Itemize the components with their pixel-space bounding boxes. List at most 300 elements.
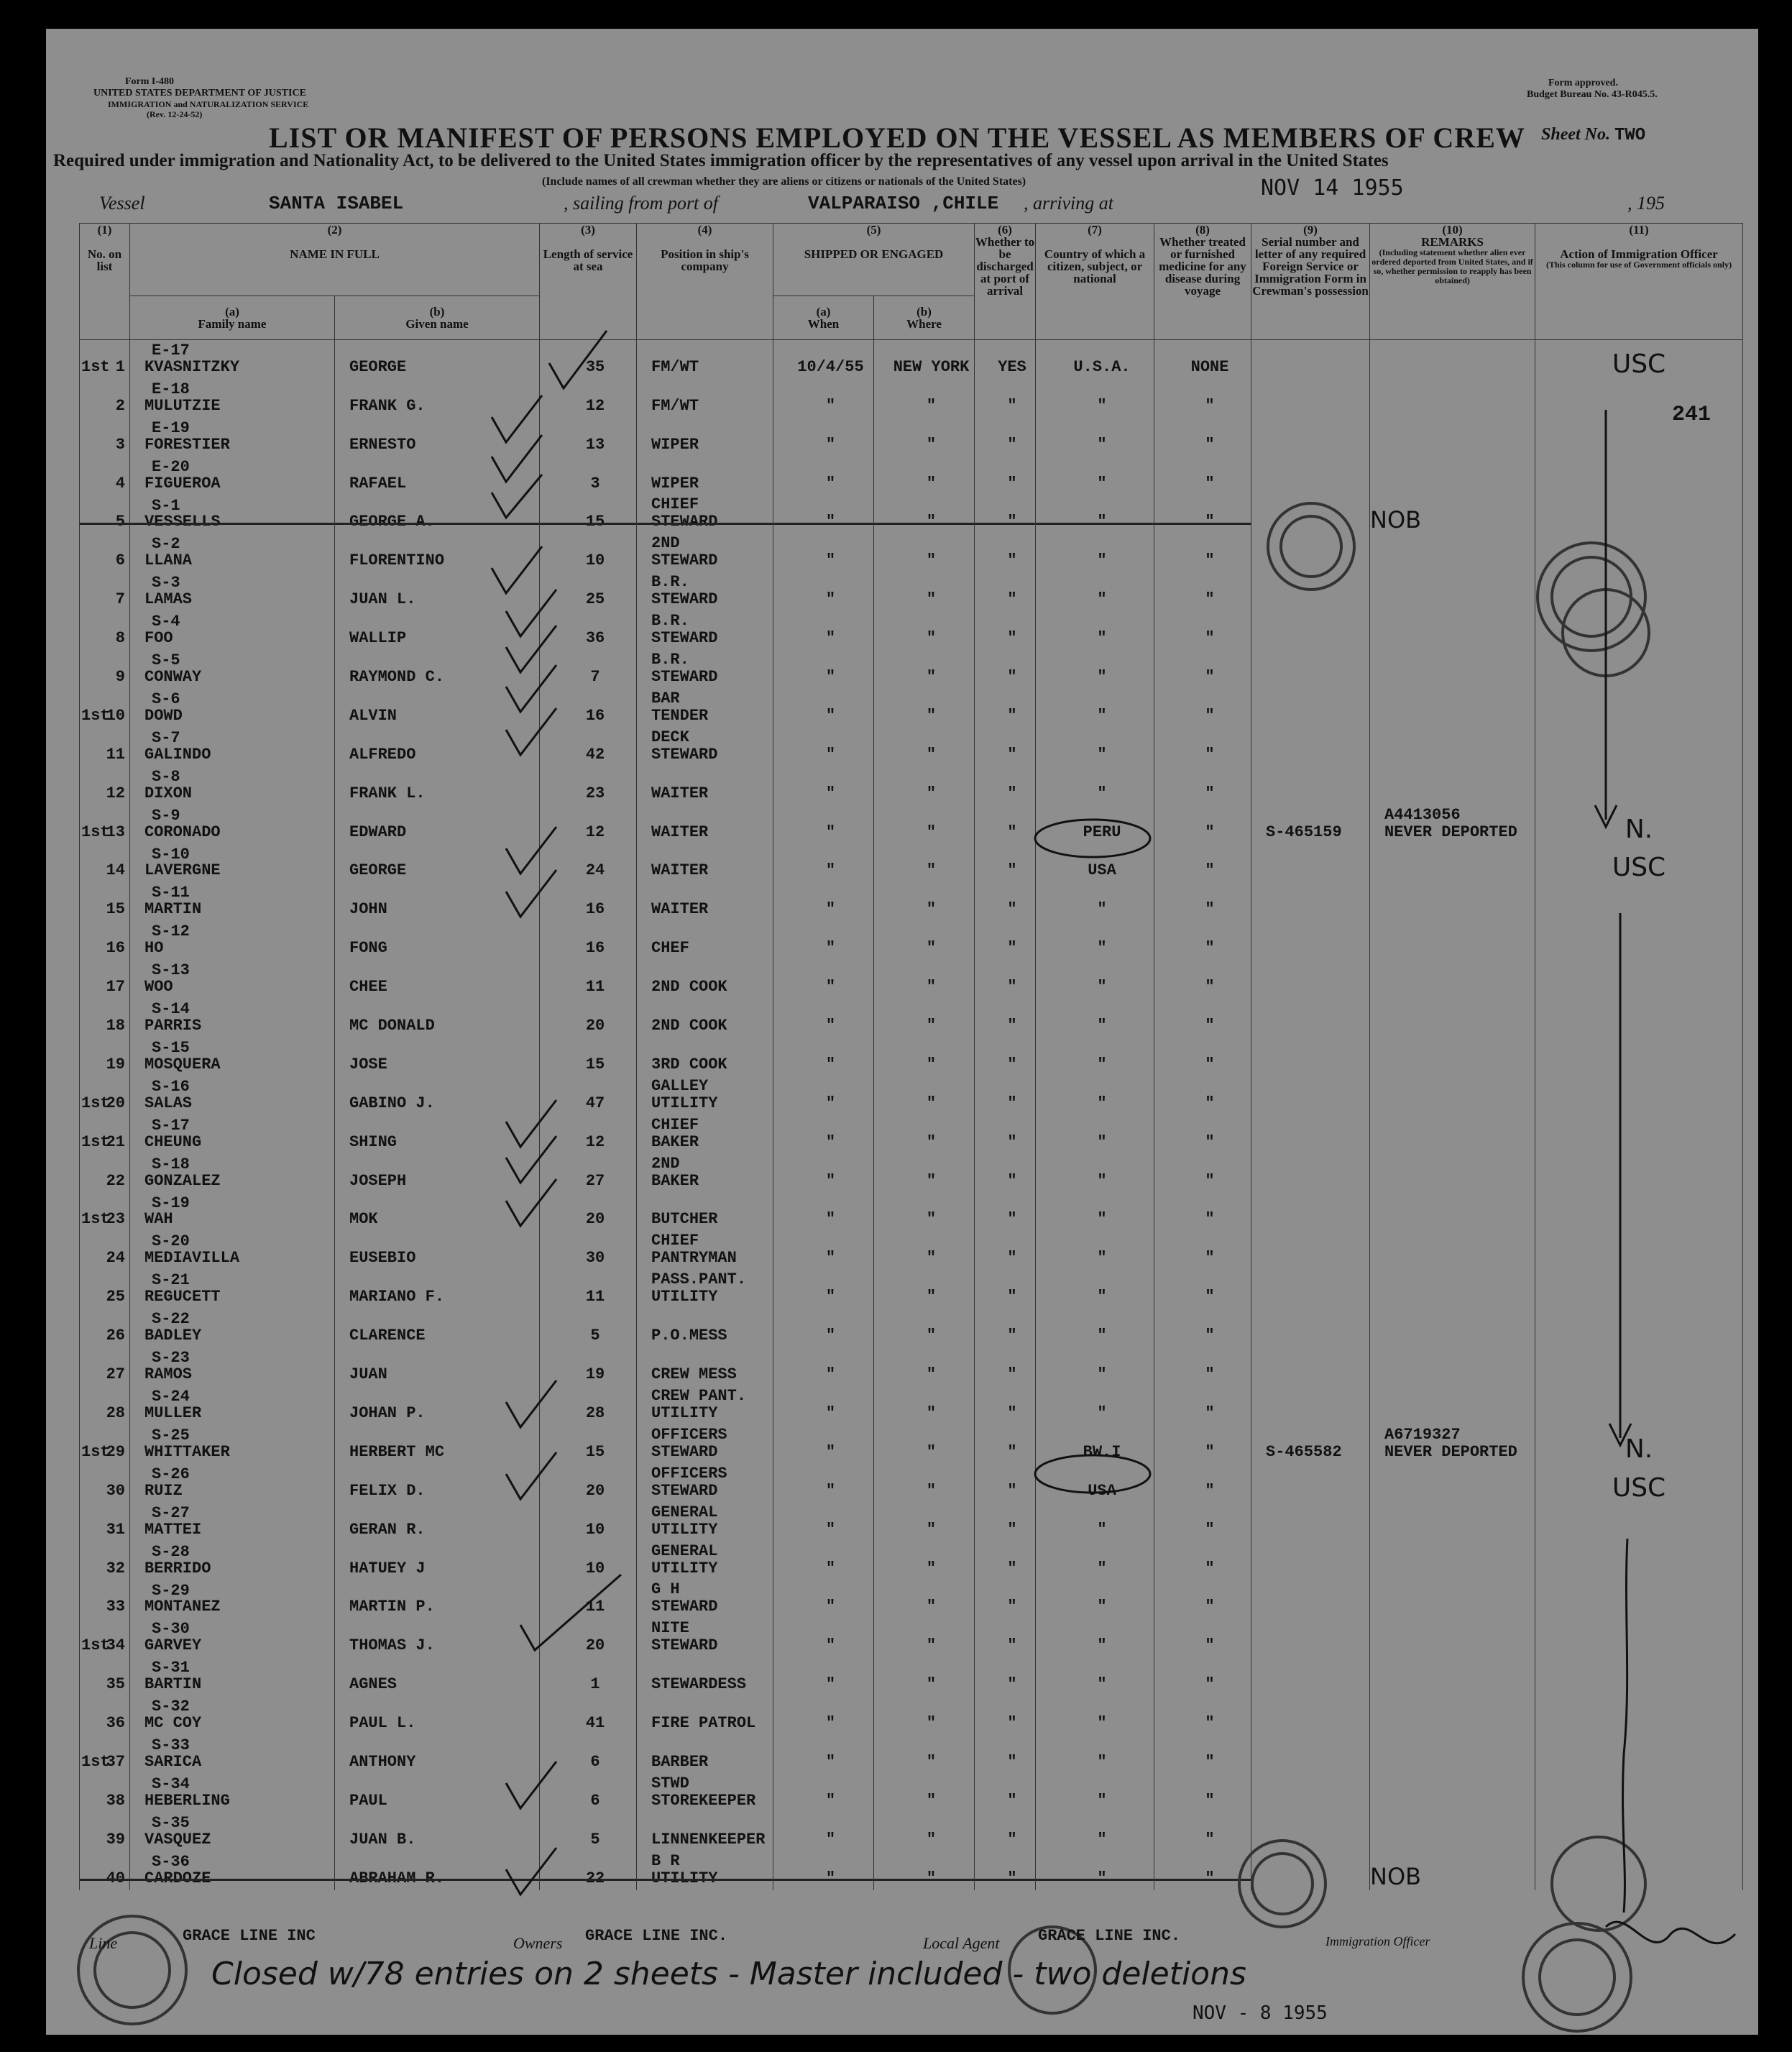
medicine-text: " [1205, 784, 1215, 802]
medicine-text: " [1205, 978, 1215, 997]
position-text: 2ND COOK [651, 1017, 727, 1035]
form-number: Form I-480 [125, 76, 175, 87]
crew-code: S-22 [152, 1310, 190, 1329]
discharge-text: " [1007, 1288, 1017, 1306]
country-text: " [1097, 668, 1107, 687]
length-of-service-text: 11 [585, 978, 605, 997]
medicine-text: " [1205, 1403, 1215, 1422]
given-name-text: ABRAHAM R. [349, 1869, 445, 1887]
given-name-text: RAFAEL [349, 474, 407, 493]
shipped-when-text: " [825, 474, 836, 493]
given-name-text: ALVIN [349, 706, 398, 725]
length-of-service-text: 35 [585, 357, 605, 376]
row-no: 29 [106, 1442, 125, 1461]
family-name-text: LAVERGNE [144, 861, 221, 880]
country-text: " [1097, 1869, 1107, 1887]
row-no: 19 [106, 1055, 125, 1073]
given-name-text: JOHN [349, 900, 387, 919]
port-of-departure: VALPARAISO ,CHILE [808, 193, 999, 214]
given-name-text: GERAN R. [349, 1520, 426, 1539]
family-name-text: LAMAS [144, 590, 193, 609]
shipped-where-text: " [926, 590, 937, 609]
shipped-when-text: " [825, 1559, 836, 1577]
shipped-where-text: " [926, 1598, 937, 1616]
sailing-label: , sailing from port of [564, 193, 719, 214]
given-name-text: MARTIN P. [349, 1598, 435, 1616]
shipped-where-text: " [926, 1675, 937, 1694]
given-name-text: PAUL L. [349, 1714, 416, 1733]
family-name-text: VESSELLS [144, 513, 221, 531]
country-text: " [1097, 1327, 1107, 1345]
shipped-where-text: " [926, 745, 937, 764]
list-flag: 1st [81, 357, 110, 376]
shipped-when-text: " [825, 861, 836, 880]
shipped-when-text: " [825, 629, 836, 648]
row-no: 22 [106, 1171, 125, 1190]
col-header-action: (11) Action of Immigration Officer (This column for use of Government officials only) [1535, 224, 1743, 340]
sheet-number: Sheet No. TWO [1541, 125, 1646, 145]
officer-action-text: USC [1612, 1472, 1666, 1503]
row-no: 2 [115, 396, 125, 415]
shipped-when-text: " [825, 1403, 836, 1422]
country-text: " [1097, 1171, 1107, 1190]
discharge-text: " [1007, 745, 1017, 764]
shipped-when-text: " [825, 1869, 836, 1887]
vessel-name: SANTA ISABEL [269, 193, 404, 214]
discharge-text: " [1007, 1791, 1017, 1810]
shipped-where-text: " [926, 1752, 937, 1771]
position-text: 3RD COOK [651, 1055, 727, 1073]
country-text: " [1097, 1675, 1107, 1694]
shipped-when-text: " [825, 1481, 836, 1500]
year-suffix: , 195 [1627, 193, 1665, 214]
row-no: 4 [115, 474, 125, 493]
serial-number-text: S-465582 [1266, 1442, 1342, 1461]
shipped-where-text: " [926, 1365, 937, 1384]
signature-scribble [1606, 1922, 1735, 1943]
discharge-text: " [1007, 551, 1017, 570]
shipped-when-text: " [825, 1830, 836, 1849]
discharge-text: " [1007, 1442, 1017, 1461]
crew-code: S-17 [152, 1116, 190, 1135]
vessel-label: Vessel [99, 193, 145, 214]
row-no: 30 [106, 1481, 125, 1500]
shipped-when-text: " [825, 1171, 836, 1190]
length-of-service-text: 41 [585, 1714, 605, 1733]
discharge-text: YES [998, 357, 1026, 376]
length-of-service-text: 11 [585, 1598, 605, 1616]
family-name-text: HO [144, 939, 164, 958]
crew-code: S-10 [152, 845, 190, 864]
medicine-text: " [1205, 1327, 1215, 1345]
position-text: WAITER [651, 784, 709, 802]
medicine-text: " [1205, 1210, 1215, 1229]
row-no: 34 [106, 1636, 125, 1655]
row-no: 12 [106, 784, 125, 802]
remarks-text: NOB [1370, 1862, 1422, 1890]
discharge-text: " [1007, 1132, 1017, 1151]
row-no: 23 [106, 1210, 125, 1229]
family-name-text: FOO [144, 629, 173, 648]
manifest-page [46, 29, 1758, 2035]
position-text: FM/WT [651, 396, 699, 415]
length-of-service-text: 10 [585, 1520, 605, 1539]
given-name-text: FELIX D. [349, 1481, 426, 1500]
col-header-family: (a) Family name [130, 296, 335, 340]
crew-code: S-7 [152, 728, 180, 747]
given-name-text: ERNESTO [349, 435, 416, 454]
given-name-text: HATUEY J [349, 1559, 426, 1577]
length-of-service-text: 6 [590, 1752, 600, 1771]
crew-code: E-17 [152, 342, 190, 359]
position-text: 2ND BAKER [651, 1154, 699, 1190]
list-flag: 1st [81, 1442, 110, 1461]
approval-line-2: Budget Bureau No. 43-R045.5. [1527, 89, 1658, 100]
country-text: " [1097, 1714, 1107, 1733]
page-title: LIST OR MANIFEST OF PERSONS EMPLOYED ON THE VESSEL AS MEMBERS OF CREW [269, 122, 1525, 154]
medicine-text: " [1205, 590, 1215, 609]
given-name-text: PAUL [349, 1791, 387, 1810]
medicine-text: " [1205, 629, 1215, 648]
length-of-service-text: 42 [585, 745, 605, 764]
position-text: OFFICERS STEWARD [651, 1425, 727, 1461]
family-name-text: LLANA [144, 551, 193, 570]
country-text: " [1097, 1288, 1107, 1306]
row-no: 20 [106, 1094, 125, 1112]
row-no: 32 [106, 1559, 125, 1577]
length-of-service-text: 15 [585, 1442, 605, 1461]
country-text: " [1097, 590, 1107, 609]
family-name-text: KVASNITZKY [144, 357, 240, 376]
shipped-where-text: " [926, 1094, 937, 1112]
position-text: CHIEF BAKER [651, 1115, 699, 1151]
family-name-text: MONTANEZ [144, 1598, 221, 1616]
officer-action-text: N. [1625, 814, 1653, 844]
discharge-text: " [1007, 1403, 1017, 1422]
length-of-service-text: 25 [585, 590, 605, 609]
remarks-text: NOB [1370, 506, 1422, 534]
crew-code: S-4 [152, 613, 180, 631]
shipped-when-text: " [825, 745, 836, 764]
family-name-text: CORONADO [144, 823, 221, 841]
length-of-service-text: 1 [590, 1675, 600, 1694]
officer-action-text: USC [1612, 853, 1666, 883]
medicine-text: " [1205, 900, 1215, 919]
shipped-when-text: " [825, 551, 836, 570]
length-of-service-text: 30 [585, 1249, 605, 1268]
family-name-text: CONWAY [144, 668, 202, 687]
discharge-text: " [1007, 513, 1017, 531]
row-no: 31 [106, 1520, 125, 1539]
discharge-text: " [1007, 784, 1017, 802]
revision: (Rev. 12-24-52) [147, 109, 203, 119]
crew-code: S-8 [152, 767, 180, 786]
row-no: 3 [115, 435, 125, 454]
medicine-text: " [1205, 1249, 1215, 1268]
position-text: BUTCHER [651, 1210, 718, 1229]
family-name-text: BERRIDO [144, 1559, 211, 1577]
medicine-text: " [1205, 1132, 1215, 1151]
shipped-when-text: " [825, 978, 836, 997]
shipped-where-text: " [926, 1132, 937, 1151]
col-header-name: (2) NAME IN FULL [130, 224, 540, 296]
shipped-where-text: " [926, 900, 937, 919]
position-text: FM/WT [651, 357, 699, 376]
medicine-text: " [1205, 1442, 1215, 1461]
length-of-service-text: 28 [585, 1403, 605, 1422]
given-name-text: GEORGE [349, 357, 407, 376]
position-text: B.R. STEWARD [651, 612, 718, 648]
position-text: GALLEY UTILITY [651, 1076, 718, 1112]
family-name-text: MATTEI [144, 1520, 202, 1539]
family-name-text: BARTIN [144, 1675, 202, 1694]
list-flag: 1st [81, 1132, 110, 1151]
length-of-service-text: 10 [585, 1559, 605, 1577]
consular-stamp-1 [1268, 503, 1354, 590]
country-text: " [1097, 939, 1107, 958]
row-no: 9 [115, 668, 125, 687]
position-text: B.R. STEWARD [651, 573, 718, 609]
row-no: 28 [106, 1403, 125, 1422]
family-name-text: GALINDO [144, 745, 211, 764]
discharge-text: " [1007, 1598, 1017, 1616]
serial-number-text: S-465159 [1266, 823, 1342, 841]
consular-stamp-3 [1239, 1837, 1645, 1930]
crew-code: S-25 [152, 1426, 190, 1444]
row-no: 6 [115, 551, 125, 570]
crew-code: S-27 [152, 1503, 190, 1522]
shipped-where-text: " [926, 939, 937, 958]
row-no: 33 [106, 1598, 125, 1616]
col-header-where: (b) Where [874, 296, 975, 340]
shipped-where-text: " [926, 1171, 937, 1190]
length-of-service-text: 16 [585, 706, 605, 725]
shipped-where-text: " [926, 1791, 937, 1810]
given-name-text: HERBERT MC [349, 1442, 445, 1461]
country-circle-peru [1035, 820, 1150, 857]
position-text: BARBER [651, 1752, 709, 1771]
discharge-text: " [1007, 1327, 1017, 1345]
discharge-text: " [1007, 1830, 1017, 1849]
check-marks [492, 331, 621, 1895]
row-no: 37 [106, 1752, 125, 1771]
crew-code: S-35 [152, 1813, 190, 1832]
officer-action-text: N. [1625, 1434, 1653, 1464]
row-no: 35 [106, 1675, 125, 1694]
discharge-text: " [1007, 396, 1017, 415]
row-no: 8 [115, 629, 125, 648]
col-header-discharge: (6) Whether to be discharged at port of arrival [975, 224, 1036, 340]
position-text: DECK STEWARD [651, 728, 718, 764]
list-flag: 1st [81, 1752, 110, 1771]
shipped-where-text: " [926, 1403, 937, 1422]
row-no: 26 [106, 1327, 125, 1345]
shipped-when-text: " [825, 590, 836, 609]
crew-code: S-1 [152, 496, 180, 515]
length-of-service-text: 23 [585, 784, 605, 802]
list-flag: 1st [81, 1210, 110, 1229]
given-name-text: EUSEBIO [349, 1249, 416, 1268]
subtitle: Required under immigration and Nationality Act, to be delivered to the United States immigration officer by the representatives of any vessel upon arrival in the United States [53, 151, 1389, 170]
discharge-text: " [1007, 1210, 1017, 1229]
length-of-service-text: 27 [585, 1171, 605, 1190]
given-name-text: ANTHONY [349, 1752, 416, 1771]
given-name-text: GABINO J. [349, 1094, 435, 1112]
country-text: " [1097, 1830, 1107, 1849]
position-text: CHIEF STEWARD [651, 495, 718, 531]
discharge-text: " [1007, 1481, 1017, 1500]
given-name-text: FRANK G. [349, 396, 426, 415]
annotation-overlay [46, 29, 1758, 2035]
shipped-where-text: " [926, 1288, 937, 1306]
shipped-where-text: " [926, 784, 937, 802]
row-no: 14 [106, 861, 125, 880]
shipped-where-text: " [926, 551, 937, 570]
given-name-text: SHING [349, 1132, 398, 1151]
medicine-text: " [1205, 513, 1215, 531]
country-circle-bwi [1035, 1455, 1150, 1493]
line-value: GRACE LINE INC [183, 1927, 316, 1945]
family-name-text: VASQUEZ [144, 1830, 211, 1849]
position-text: CREW MESS [651, 1365, 737, 1384]
col-header-country: (7) Country of which a citizen, subject, or national [1036, 224, 1154, 340]
medicine-text: " [1205, 1830, 1215, 1849]
shipped-when-text: " [825, 396, 836, 415]
crew-code: S-2 [152, 535, 180, 554]
length-of-service-text: 11 [585, 1288, 605, 1306]
discharge-text: " [1007, 1171, 1017, 1190]
crew-code: S-31 [152, 1659, 190, 1677]
given-name-text: AGNES [349, 1675, 398, 1694]
shipped-where-text: " [926, 1481, 937, 1500]
crew-code: S-9 [152, 806, 180, 825]
crew-code: S-24 [152, 1388, 190, 1406]
country-text: " [1097, 1210, 1107, 1229]
shipped-where-text: " [926, 1714, 937, 1733]
given-name-text: CHEE [349, 978, 387, 997]
position-text: WAITER [651, 823, 709, 841]
country-text: " [1097, 629, 1107, 648]
shipped-where-text: " [926, 706, 937, 725]
medicine-text: " [1205, 1055, 1215, 1073]
crew-code: S-18 [152, 1155, 190, 1173]
discharge-text: " [1007, 1055, 1017, 1073]
crew-code: E-18 [152, 380, 190, 398]
col-header-shipped: (5) SHIPPED OR ENGAGED [773, 224, 975, 296]
given-name-text: MARIANO F. [349, 1288, 445, 1306]
family-name-text: CARDOZE [144, 1869, 211, 1887]
medicine-text: NONE [1190, 357, 1229, 376]
medicine-text: " [1205, 1365, 1215, 1384]
medicine-text: " [1205, 1598, 1215, 1616]
officer-label: Immigration Officer [1325, 1934, 1430, 1948]
department: UNITED STATES DEPARTMENT OF JUSTICE [93, 88, 306, 99]
given-name-text: WALLIP [349, 629, 407, 648]
row-no: 18 [106, 1017, 125, 1035]
medicine-text: " [1205, 396, 1215, 415]
length-of-service-text: 10 [585, 551, 605, 570]
list-flag: 1st [81, 823, 110, 841]
shipped-when-text: " [825, 1442, 836, 1461]
consular-stamp-2 [1538, 543, 1649, 676]
row-no: 7 [115, 590, 125, 609]
col-header-given: (b) Given name [335, 296, 540, 340]
owners-value: GRACE LINE INC. [585, 1927, 728, 1945]
country-text: " [1097, 474, 1107, 493]
discharge-text: " [1007, 1017, 1017, 1035]
shipped-where-text: " [926, 435, 937, 454]
row-no: 5 [115, 513, 125, 531]
country-text: " [1097, 551, 1107, 570]
medicine-text: " [1205, 1520, 1215, 1539]
length-of-service-text: 22 [585, 1869, 605, 1887]
country-text: BW.I [1083, 1442, 1121, 1461]
crew-code: S-20 [152, 1232, 190, 1251]
given-name-text: JUAN [349, 1365, 387, 1384]
discharge-text: " [1007, 978, 1017, 997]
medicine-text: " [1205, 706, 1215, 725]
length-of-service-text: 20 [585, 1210, 605, 1229]
given-name-text: MOK [349, 1210, 378, 1229]
crew-code: S-19 [152, 1194, 190, 1212]
country-text: USA [1088, 1481, 1116, 1500]
discharge-text: " [1007, 900, 1017, 919]
discharge-text: " [1007, 861, 1017, 880]
crew-code: S-5 [152, 651, 180, 670]
given-name-text: JUAN L. [349, 590, 416, 609]
shipped-where-text: " [926, 513, 937, 531]
crew-code: S-23 [152, 1349, 190, 1368]
closing-note: Closed w/78 entries on 2 sheets - Master included - two deletions [211, 1956, 1246, 1992]
position-text: GENERAL UTILITY [651, 1542, 718, 1577]
country-text: " [1097, 1636, 1107, 1655]
crew-code: S-28 [152, 1542, 190, 1561]
discharge-text: " [1007, 823, 1017, 841]
family-name-text: DIXON [144, 784, 193, 802]
length-of-service-text: 12 [585, 396, 605, 415]
country-text: " [1097, 1132, 1107, 1151]
family-name-text: REGUCETT [144, 1288, 221, 1306]
row-no: 36 [106, 1714, 125, 1733]
row-no: 10 [106, 706, 125, 725]
medicine-text: " [1205, 1171, 1215, 1190]
position-text: CHIEF PANTRYMAN [651, 1232, 737, 1268]
crew-code: S-14 [152, 1000, 190, 1019]
length-of-service-text: 19 [585, 1365, 605, 1384]
length-of-service-text: 6 [590, 1791, 600, 1810]
country-text: " [1097, 1055, 1107, 1073]
shipped-when-text: 10/4/55 [797, 357, 864, 376]
medicine-text: " [1205, 1017, 1215, 1035]
shipped-when-text: " [825, 1365, 836, 1384]
shipped-where-text: " [926, 978, 937, 997]
shipped-where-text: " [926, 668, 937, 687]
medicine-text: " [1205, 939, 1215, 958]
given-name-text: JOSEPH [349, 1171, 407, 1190]
shipped-when-text: " [825, 1791, 836, 1810]
family-name-text: GONZALEZ [144, 1171, 221, 1190]
length-of-service-text: 3 [590, 474, 600, 493]
length-of-service-text: 47 [585, 1094, 605, 1112]
discharge-text: " [1007, 939, 1017, 958]
shipped-when-text: " [825, 823, 836, 841]
country-text: " [1097, 706, 1107, 725]
col-header-medicine: (8) Whether treated or furnished medicine for any disease during voyage [1154, 224, 1251, 340]
country-text: USA [1088, 861, 1116, 880]
given-name-text: ALFREDO [349, 745, 416, 764]
position-text: B R UTILITY [651, 1851, 718, 1887]
family-name-text: WHITTAKER [144, 1442, 230, 1461]
